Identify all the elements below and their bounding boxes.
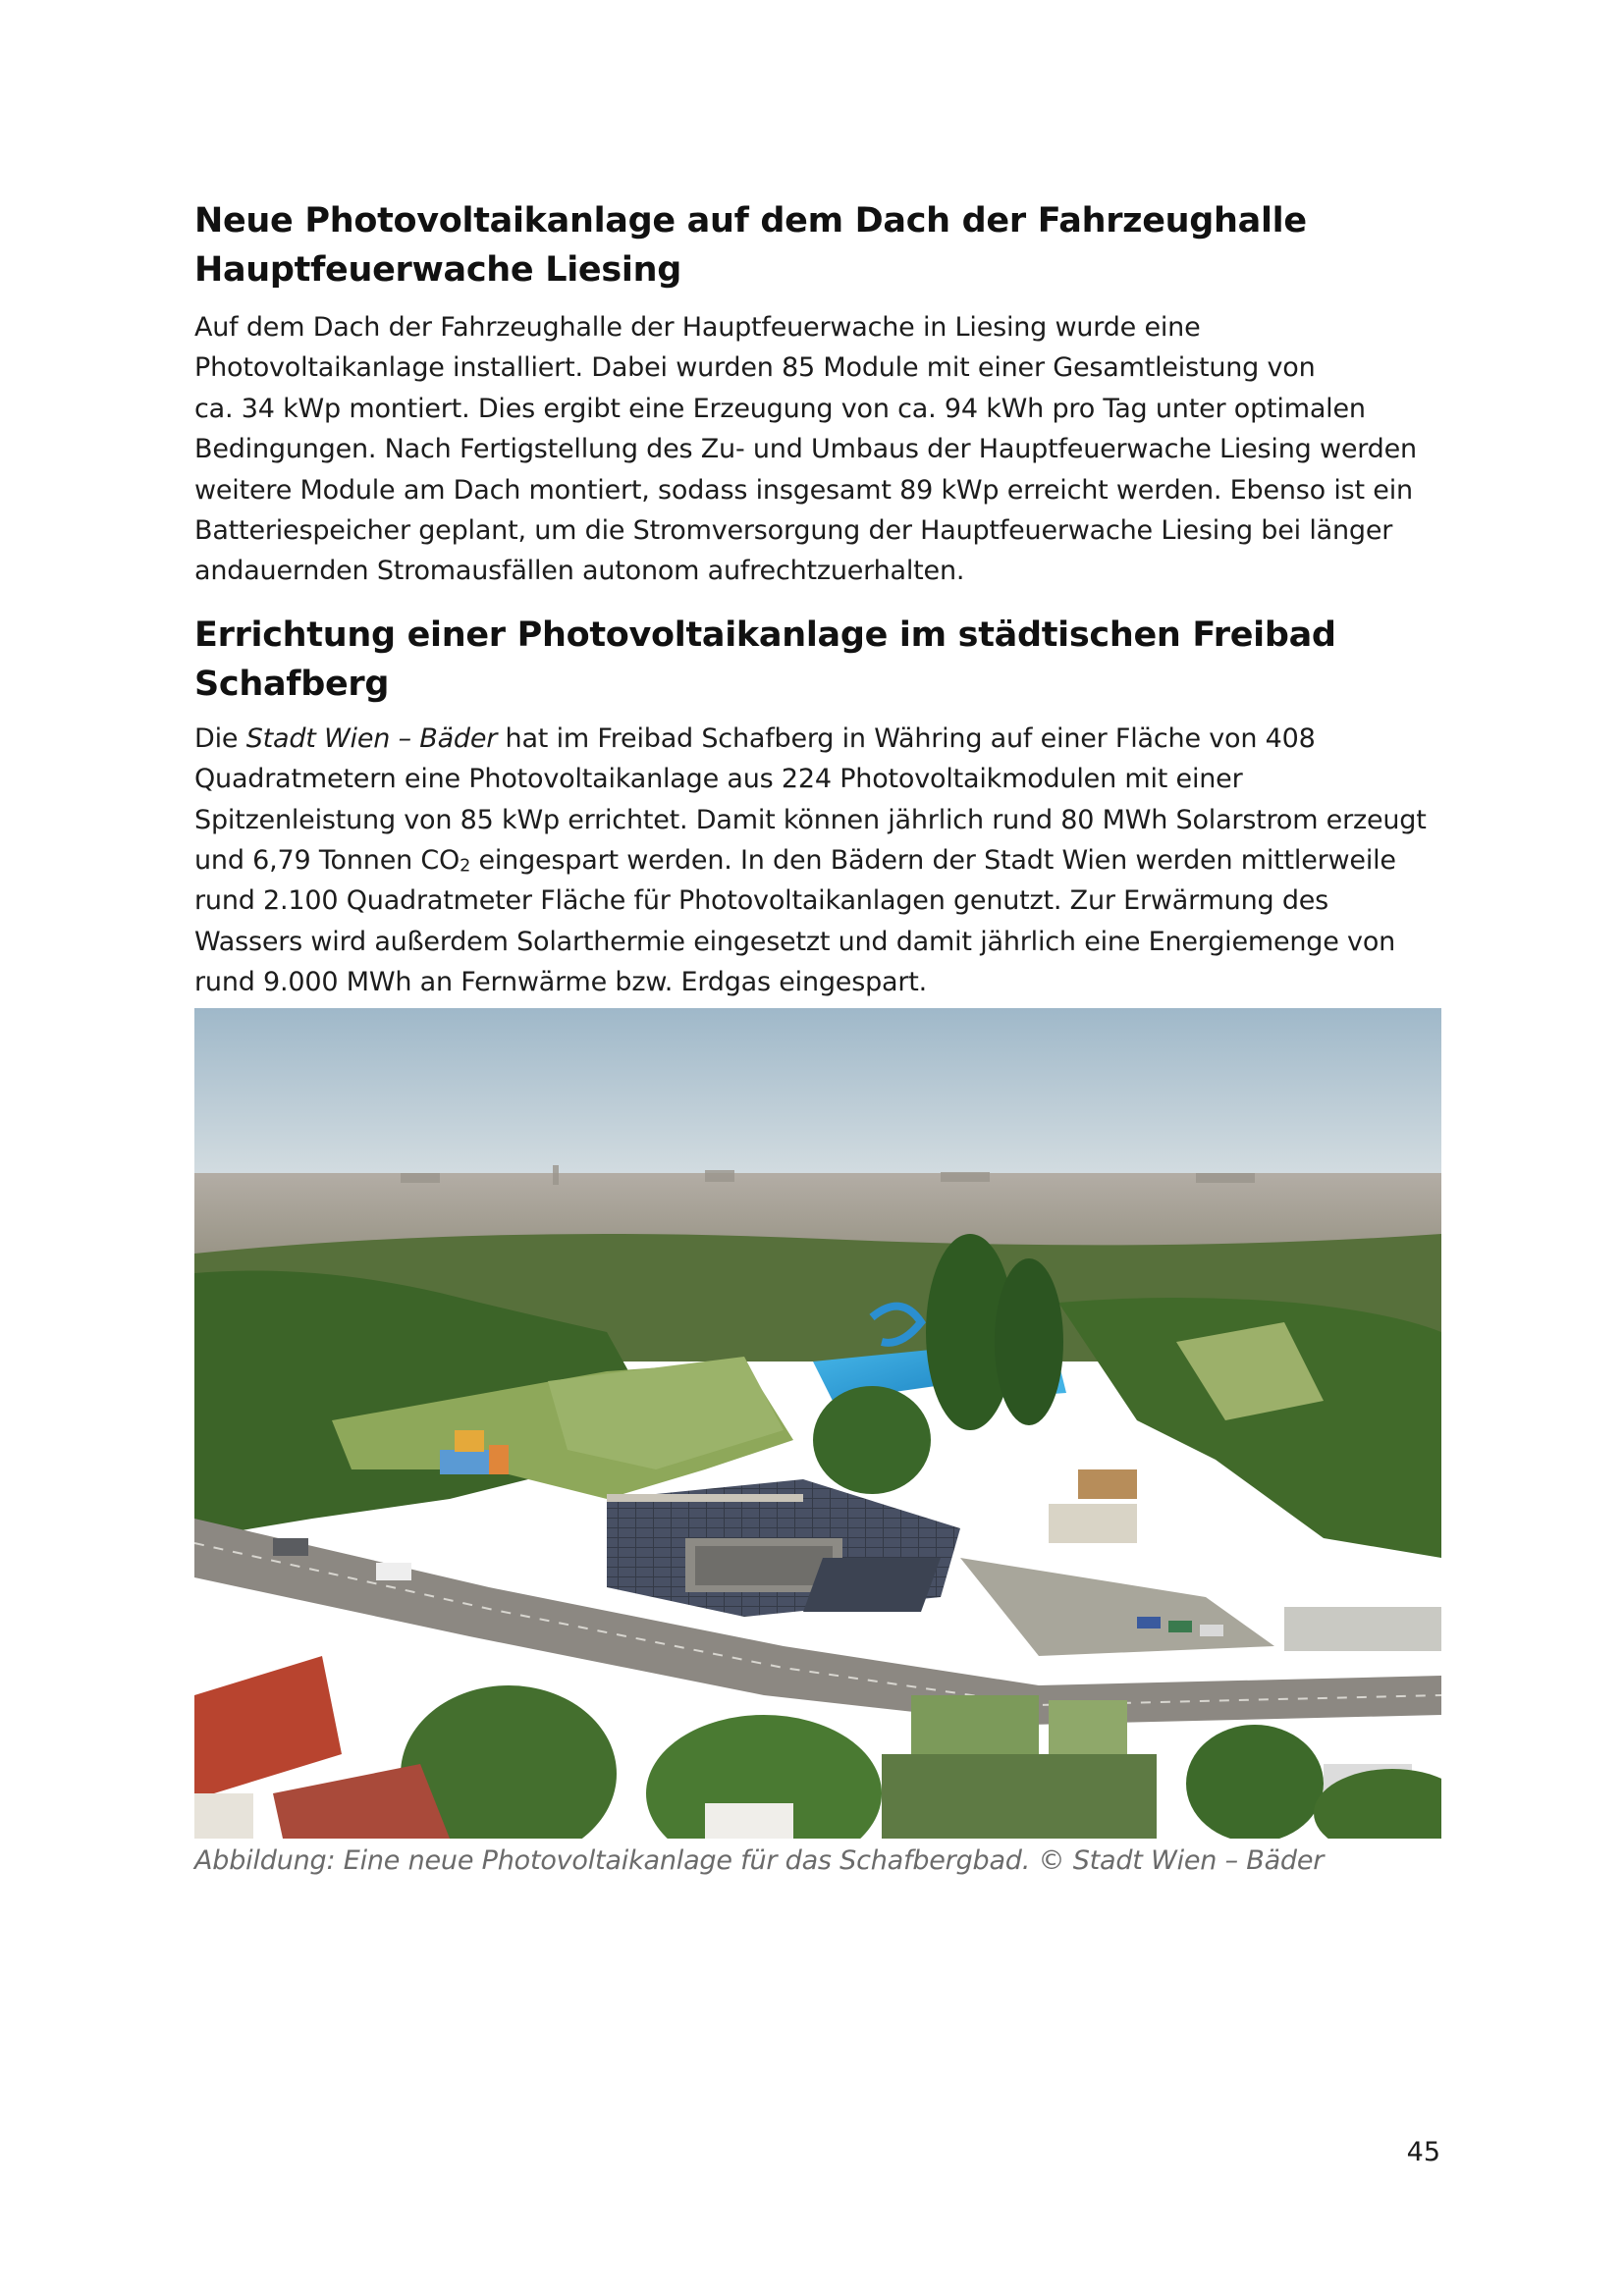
section-heading-hauptfeuerwache bbox=[194, 196, 1441, 294]
paragraph-freibad-schafberg bbox=[194, 719, 1441, 1003]
paragraph-line: Auf dem Dach der Fahrzeughalle der Hauptfeuerwache in Liesing wurde eine bbox=[194, 312, 1201, 343]
text-segment: hat im Freibad Schafberg in Währing auf einer Fläche von 408 bbox=[497, 722, 1316, 754]
paragraph-line: Spitzenleistung von 85 kWp errichtet. Damit können jährlich rund 80 MWh Solarstrom erzeugt bbox=[194, 804, 1427, 835]
subscript: 2 bbox=[460, 856, 471, 877]
paragraph-line: rund 9.000 MWh an Fernwärme bzw. Erdgas eingespart. bbox=[194, 967, 928, 998]
heading-line-1: Neue Photovoltaikanlage auf dem Dach der Fahrzeughalle bbox=[194, 201, 1307, 240]
figure-caption: Abbildung: Eine neue Photovoltaikanlage für das Schafbergbad. © Stadt Wien – Bäder bbox=[194, 1845, 1325, 1876]
text-segment: eingespart werden. In den Bädern der Stadt Wien werden mittlerweile bbox=[470, 845, 1396, 877]
aerial-photo-illustration bbox=[194, 1008, 1441, 1839]
paragraph-line: Quadratmetern eine Photovoltaikanlage aus 224 Photovoltaikmodulen mit einer bbox=[194, 764, 1243, 795]
paragraph-line: Bedingungen. Nach Fertigstellung des Zu- und Umbaus der Hauptfeuerwache Liesing werden bbox=[194, 434, 1417, 465]
text-segment: Die bbox=[194, 722, 246, 754]
heading-line-2: Hauptfeuerwache Liesing bbox=[194, 250, 681, 290]
text-segment: und 6,79 Tonnen CO bbox=[194, 845, 460, 877]
paragraph-line: andauernden Stromausfällen autonom aufrechtzuerhalten. bbox=[194, 556, 965, 587]
paragraph-line bbox=[194, 840, 1441, 881]
red-roof-house bbox=[194, 1656, 342, 1793]
text-content bbox=[194, 196, 1441, 1003]
sky bbox=[194, 1008, 1441, 1180]
paragraph-line bbox=[194, 719, 1441, 759]
aerial-photo-schafbergbad bbox=[194, 1008, 1441, 1839]
paragraph-line: Photovoltaikanlage installiert. Dabei wurden 85 Module mit einer Gesamtleistung von bbox=[194, 352, 1316, 384]
page-number: 45 bbox=[1406, 2137, 1440, 2167]
paragraph-line: weitere Module am Dach montiert, sodass insgesamt 89 kWp erreicht werden. Ebenso ist ein bbox=[194, 474, 1413, 506]
organization-name: Stadt Wien – Bäder bbox=[245, 722, 498, 754]
section-heading-freibad-schafberg: Errichtung einer Photovoltaikanlage im städtischen Freibad Schafberg bbox=[194, 614, 1336, 704]
paragraph-line: Wassers wird außerdem Solarthermie eingesetzt und damit jährlich eine Energiemenge von bbox=[194, 926, 1396, 957]
paragraph-line: Batteriespeicher geplant, um die Stromversorgung der Hauptfeuerwache Liesing bei länger bbox=[194, 515, 1393, 547]
paragraph-line: ca. 34 kWp montiert. Dies ergibt eine Erzeugung von ca. 94 kWh pro Tag unter optimalen bbox=[194, 393, 1366, 424]
paragraph-line: rund 2.100 Quadratmeter Fläche für Photovoltaikanlagen genutzt. Zur Erwärmung des bbox=[194, 885, 1329, 917]
paragraph-hauptfeuerwache bbox=[194, 307, 1441, 592]
